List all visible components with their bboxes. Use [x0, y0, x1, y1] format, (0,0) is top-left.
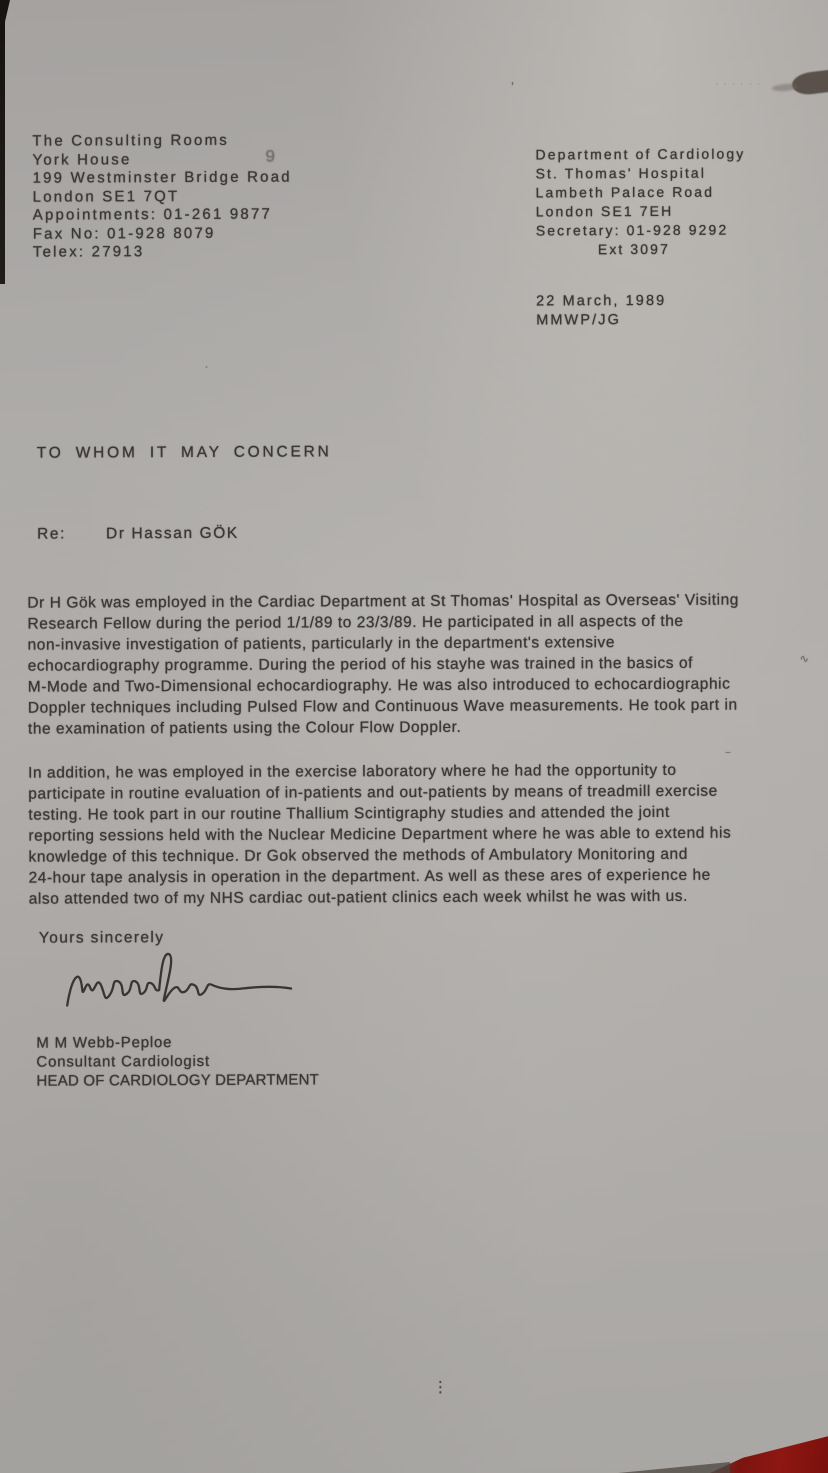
body-paragraph-1 [27, 590, 739, 740]
text-line: participate in routine evaluation of in-patients and out-patients by means of treadmill exercise [28, 782, 718, 803]
text-line: Telex: 27913 [32, 243, 145, 261]
text-line: London SE1 7EH [535, 202, 674, 220]
signatory-block [36, 1032, 319, 1090]
re-subject: Dr Hassan GÖK [105, 524, 239, 543]
department-address-block [535, 145, 745, 260]
date-reference-block [536, 292, 666, 331]
text-line: Dr H Gök was employed in the Cardiac Department at St Thomas' Hospital as Overseas' Visiting [27, 591, 739, 612]
text-line: M-Mode and Two-Dimensional echocardiography. He was also introduced to echocardiographic [27, 675, 731, 696]
text-line: Lambeth Palace Road [535, 183, 715, 201]
text-line: London SE1 7QT [32, 187, 180, 206]
text-line: reporting sessions held with the Nuclear Medicine Department where he was able to extend his [28, 824, 732, 845]
faint-stamp-mark: 9 [265, 146, 275, 166]
text-line: The Consulting Rooms [32, 131, 230, 150]
text-line: 24-hour tape analysis in operation in the department. As well as these ares of experience he [28, 866, 711, 887]
letter-reference: MMWP/JG [536, 312, 622, 329]
handwritten-signature [59, 940, 319, 1033]
text-line: Department of Cardiology [535, 145, 746, 163]
text-line: testing. He took part in our routine Thallium Scintigraphy studies and attended the joint [28, 803, 670, 824]
speck-marks: ⋮ [432, 1378, 448, 1396]
dotted-smudge: ······ [715, 78, 766, 90]
closing-line: Yours sincerely [38, 929, 165, 947]
body-paragraph-2 [28, 760, 731, 910]
text-line: York House [32, 150, 132, 169]
signatory-name: M M Webb-Peploe [36, 1034, 173, 1052]
salutation: TO WHOM IT MAY CONCERN [36, 443, 332, 462]
text-line: the examination of patients using the Colour Flow Doppler. [27, 718, 462, 738]
speck-apostrophe: ʼ [511, 79, 515, 95]
text-line: knowledge of this technique. Dr Gok observed the methods of Ambulatory Monitoring and [28, 845, 688, 866]
text-line: also attended two of my NHS cardiac out-patient clinics each week whilst he was with us. [28, 887, 688, 908]
text-line: St. Thomas' Hospital [535, 164, 707, 182]
tiny-speck: ˏ [204, 356, 209, 369]
text-line: echocardiography programme. During the period of his stayhe was trained in the basics of [27, 654, 694, 675]
re-line [37, 525, 239, 544]
re-label: Re: [37, 525, 67, 543]
text-line: Secretary: 01-928 9292 [535, 221, 729, 239]
extension-line: Ext 3097 [597, 240, 670, 258]
letter-date: 22 March, 1989 [536, 292, 667, 310]
text-line: Appointments: 01-261 9877 [32, 205, 273, 224]
department-address-lines [535, 145, 745, 241]
text-line: non-invasive investigation of patients, particularly in the department's extensive [27, 634, 616, 654]
signatory-title: Consultant Cardiologist [36, 1052, 210, 1071]
text-line: 199 Westminster Bridge Road [32, 168, 292, 187]
sender-address-block [32, 132, 292, 263]
text-line: Doppler techniques including Pulsed Flow and Continuous Wave measurements. He took part in [27, 696, 738, 717]
text-line: Research Fellow during the period 1/1/89 to 23/3/89. He participated in all aspects of the [27, 612, 684, 633]
text-line: Fax No: 01-928 8079 [32, 224, 216, 243]
pen-tick-mark: ∿ [799, 653, 809, 666]
signatory-role: HEAD OF CARDIOLOGY DEPARTMENT [36, 1071, 320, 1090]
text-line: In addition, he was employed in the exercise laboratory where he had the opportunity to [28, 761, 677, 782]
pen-dash-mark: ‾ [726, 750, 731, 765]
